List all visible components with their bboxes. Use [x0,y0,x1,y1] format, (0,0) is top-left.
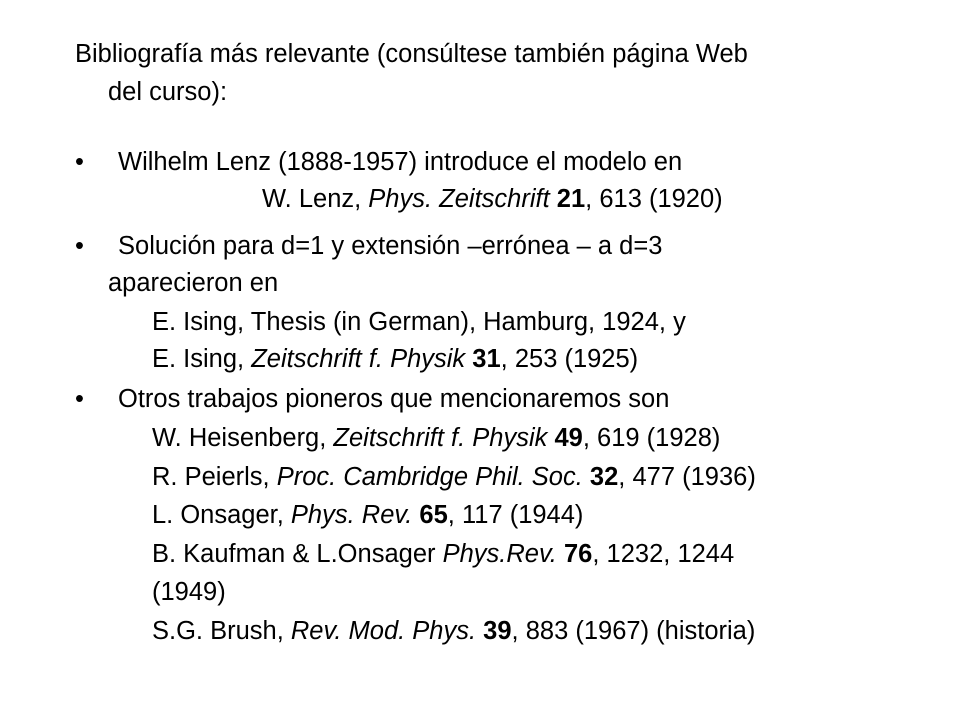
reference-kaufman-onsager [152,538,734,570]
ref-author: R. Peierls, [152,463,277,491]
ref-sep [557,540,564,568]
ref-author: W. Heisenberg, [152,424,334,452]
ref-rest: , 613 (1920) [585,185,723,213]
ising-text-line-1: Solución para d=1 y extensión –errónea – a d=3 [118,232,663,260]
ising-thesis: E. Ising, Thesis (in German), Hamburg, 1924, y [152,308,686,336]
ref-journal: Zeitschrift f. Physik [333,424,548,452]
ref-journal: Proc. Cambridge Phil. Soc. [276,463,583,491]
ref-rest: , 477 (1936) [618,463,756,491]
ref-volume: 21 [556,185,586,213]
lenz-reference [262,183,723,215]
reference-brush [152,615,755,647]
intro-line-1: Bibliografía más relevante (consúltese también página Web [75,40,748,68]
ref-journal: Phys. Rev. [290,501,413,529]
ref-author: E. Ising, [152,345,252,373]
ref-journal: Phys.Rev. [442,540,557,568]
ref-volume: 31 [472,345,501,373]
ref-rest: , 117 (1944) [447,501,584,529]
reference-peierls [152,461,756,493]
ref-author: W. Lenz, [262,185,369,213]
bullet-ising: • [75,232,84,260]
ref-volume: 39 [483,617,512,645]
ref-sep [550,185,557,213]
ref-journal: Phys. Zeitschrift [368,185,550,213]
ref-volume: 32 [589,463,619,491]
bullet-otros: • [75,385,84,413]
reference-kaufman-onsager-year: (1949) [152,578,226,606]
ref-volume: 65 [419,501,448,529]
ising-reference [152,343,638,375]
intro-line-2: del curso): [108,78,228,106]
ref-volume: 49 [554,424,583,452]
ref-rest: , 1232, 1244 [592,540,735,568]
ref-rest: , 253 (1925) [500,345,639,373]
ref-rest: , 883 (1967) (historia) [511,617,756,645]
reference-heisenberg [152,422,720,454]
ref-volume: 76 [564,540,593,568]
bullet-lenz: • [75,148,84,176]
ref-sep [583,463,590,491]
ref-journal: Zeitschrift f. Physik [251,345,466,373]
lenz-text: Wilhelm Lenz (1888-1957) introduce el modelo en [118,148,683,176]
reference-onsager [152,499,583,531]
ref-journal: Rev. Mod. Phys. [290,617,477,645]
otros-text: Otros trabajos pioneros que mencionaremos son [118,385,670,413]
ref-author: L. Onsager, [152,501,291,529]
ising-text-line-2: aparecieron en [108,269,279,297]
ref-author: S.G. Brush, [152,617,291,645]
ref-author: B. Kaufman & L.Onsager [152,540,443,568]
ref-rest: , 619 (1928) [582,424,721,452]
